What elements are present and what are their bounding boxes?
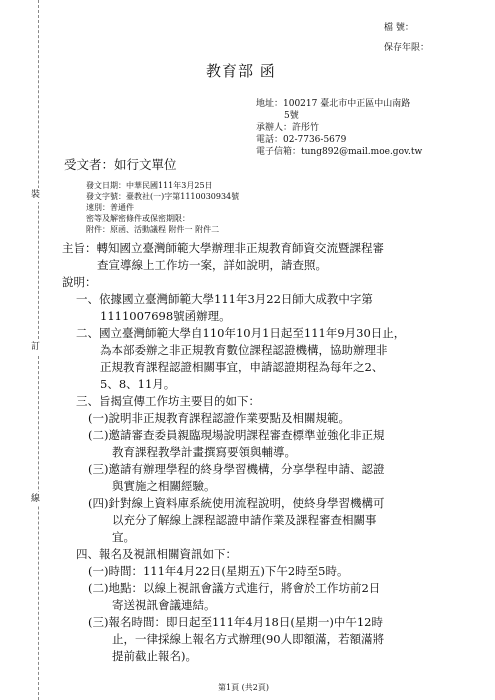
explanation-label: 說明： (62, 275, 97, 289)
delivery-speed: 速別：普通件 (86, 203, 134, 212)
item-3d-line2: 以充分了解線上課程認證申請作業及課程審查相關事 (112, 513, 377, 527)
binding-mark-ding: 訂 (31, 342, 41, 352)
item-3a-line1: (一)說明非正規教育課程認證作業要點及相關規範。 (88, 411, 350, 425)
item-2-line3: 正規教育課程認證相關事宜，申請認證期程為每年之2、 (100, 360, 384, 374)
sender-phone: 電話：02-7736-5679 (256, 135, 347, 145)
item-4-line1: 四、報名及視訊相關資訊如下： (76, 547, 237, 561)
item-2-line2: 為本部委辦之非正規教育數位課程認證機構，協助辦理非 (100, 343, 388, 357)
item-3b-line2: 教育課程教學計畫撰寫要領與輔導。 (112, 445, 296, 459)
secrecy-level: 密等及解密條件或保密期限： (86, 214, 190, 223)
item-3-line1: 三、旨揭宣傳工作坊主要目的如下： (76, 394, 260, 408)
issue-date: 發文日期：中華民國111年3月25日 (86, 181, 213, 190)
recipient: 受文者：如行文單位 (64, 157, 177, 172)
sender-address-line1: 地址：100217 臺北市中正區中山南路 (256, 99, 411, 109)
item-3c-line2: 與實施之相關經驗。 (112, 479, 216, 493)
item-4b-line2: 寄送視訊會議連結。 (112, 598, 216, 612)
file-number-label: 檔 號： (384, 23, 414, 33)
binding-mark-zhuang: 裝 (31, 190, 41, 200)
item-3c-line1: (三)邀請有辦理學程的終身學習機構，分享學程申請、認證 (88, 462, 385, 476)
item-2-line1: 二、國立臺灣師範大學自110年10月1日起至111年9月30日止， (76, 326, 406, 340)
retention-period-label: 保存年限： (384, 43, 430, 53)
item-4c-line2: 止，一律採線上報名方式辦理(90人即額滿，若額滿將 (112, 632, 385, 646)
document-title: 教育部 函 (206, 62, 276, 80)
item-4a-line1: (一)時間：111年4月22日(星期五)下午2時至5時。 (88, 564, 349, 578)
item-4c-line1: (三)報名時間：即日起至111年4月18日(星期一)中午12時 (88, 615, 383, 629)
subject-line1: 主旨：轉知國立臺灣師範大學辦理非正規教育師資交流暨課程審 (62, 241, 384, 255)
item-3d-line3: 宜。 (112, 530, 135, 544)
item-4b-line1: (二)地點：以線上視訊會議方式進行，將會於工作坊前2日 (88, 581, 381, 595)
item-3b-line1: (二)邀請審查委員親臨現場說明課程審查標準並強化非正規 (88, 428, 385, 442)
page-number-footer: 第1頁 (共2頁) (218, 683, 269, 692)
sender-contact: 承辦人：許彤竹 (256, 123, 320, 133)
item-1-line1: 一、依據國立臺灣師範大學111年3月22日師大成教中字第 (76, 292, 373, 306)
item-1-line2: 1111007698號函辦理。 (100, 309, 231, 323)
binding-mark-xian: 線 (31, 494, 41, 504)
item-3d-line1: (四)針對線上資料庫系統使用流程說明，使終身學習機構可 (88, 496, 385, 510)
item-2-line4: 5、8、11月。 (100, 377, 176, 391)
item-4c-line3: 提前截止報名)。 (112, 649, 197, 663)
document-number: 發文字號：臺教社(一)字第1110030934號 (86, 192, 240, 201)
subject-line2: 查宣導線上工作坊一案，詳如說明，請查照。 (97, 258, 327, 272)
sender-address-line2: 5號 (284, 111, 299, 121)
attachments: 附件：原函、活動議程 附件一 附件二 (86, 225, 220, 234)
sender-email: 電子信箱：tung892@mail.moe.gov.tw (256, 147, 423, 157)
